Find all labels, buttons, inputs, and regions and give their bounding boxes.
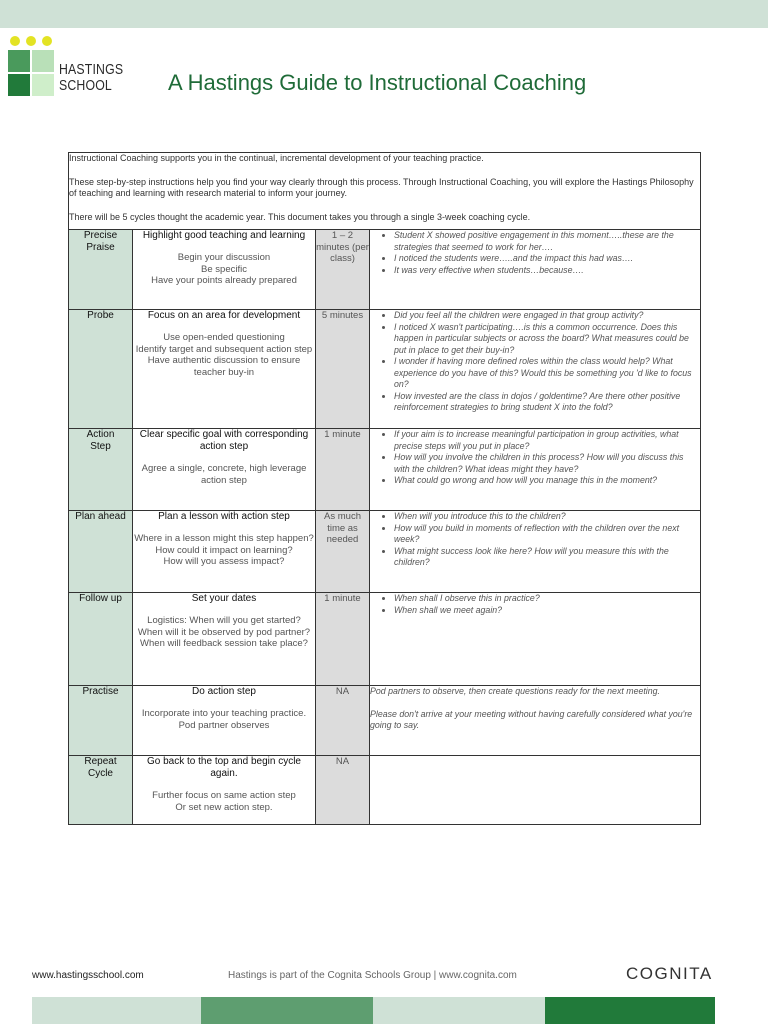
coaching-cycle-table xyxy=(68,152,701,825)
prompt-list xyxy=(370,230,700,276)
step-prompts xyxy=(370,686,701,756)
logo-wordmark xyxy=(59,62,123,94)
prompt-item: • When shall we meet again? xyxy=(394,605,700,617)
prompt-list xyxy=(370,429,700,487)
step-prompts xyxy=(370,310,701,429)
step-detail: Logistics: When will you get started? xyxy=(147,615,301,626)
logo-line-2: SCHOOL xyxy=(59,77,112,94)
step-prompts xyxy=(370,230,701,310)
prompt-item: • I wonder if having more defined roles within the class would help? What experience do you have of this? Would this be something you 'd like to focus on? xyxy=(394,356,700,391)
stage-label: Praise xyxy=(86,242,115,253)
prompt-item: • How invested are the class in dojos / goldentime? Are there other positive reinforcement strategies to bring student X into the fold? xyxy=(394,391,700,414)
prompt-item: • I noticed X wasn't participating….is this a common occurrence. Does this happen in particular subjects or across the board? What measures could be put in place to get their buy-in? xyxy=(394,322,700,357)
step-time: 1 minute xyxy=(316,429,370,511)
step-stage xyxy=(69,429,133,511)
step-stage xyxy=(69,686,133,756)
prompt-item: • Student X showed positive engagement in this moment…..these are the strategies that seemed to work for her…. xyxy=(394,230,700,253)
step-time: NA xyxy=(316,756,370,825)
logo-dot xyxy=(26,36,36,46)
cognita-logo: COGNITA xyxy=(626,964,713,983)
prompt-item: • How will you involve the children in this process? How will you discuss this with the children? What ideas might they have? xyxy=(394,452,700,475)
intro-row xyxy=(69,153,701,230)
intro-paragraph: These step-by-step instructions help you find your way clearly through this process. Through Instructional Coaching, you will explore the Hastings Philosophy of teaching and learning with research material to inform your journey. xyxy=(69,177,694,198)
prompt-item: • What could go wrong and how will you manage this in the moment? xyxy=(394,475,700,487)
prompt-item: • It was very effective when students…because…. xyxy=(394,265,700,277)
stage-label: Repeat xyxy=(84,756,117,767)
step-heading: Focus on an area for development xyxy=(147,310,301,321)
step-time: 1 minute xyxy=(316,593,370,686)
footer-group-text: Hastings is part of the Cognita Schools Group | www.cognita.com xyxy=(228,970,517,981)
step-heading: Plan a lesson with action step xyxy=(158,511,290,522)
step-detail: How could it impact on learning? xyxy=(155,544,293,556)
stage-label: Precise xyxy=(83,230,118,241)
step-row xyxy=(69,310,701,429)
step-detail: Agree a single, concrete, high leverage action step xyxy=(141,463,307,486)
step-heading: Do action step xyxy=(192,686,256,697)
step-row xyxy=(69,756,701,825)
prompt-item: • When shall I observe this in practice? xyxy=(394,593,700,605)
stage-label: Cycle xyxy=(87,768,113,779)
footer-bar-dark xyxy=(545,997,715,1024)
step-prompts xyxy=(370,593,701,686)
step-stage xyxy=(69,511,133,593)
logo-dot xyxy=(10,36,20,46)
intro-paragraph: Instructional Coaching supports you in the continual, incremental development of your teaching practice. xyxy=(69,153,484,163)
prompt-list xyxy=(370,511,700,569)
step-description xyxy=(133,593,316,686)
step-detail: Have authentic discussion to ensure teacher buy-in xyxy=(147,355,301,378)
step-row xyxy=(69,511,701,593)
prompt-item: • When will you introduce this to the children? xyxy=(394,511,700,523)
prompt-item: • What might success look like here? How will you measure this with the children? xyxy=(394,546,700,569)
step-time: 5 minutes xyxy=(316,310,370,429)
step-description xyxy=(133,511,316,593)
step-time: As much time as needed xyxy=(316,511,370,593)
step-stage xyxy=(69,230,133,310)
step-heading: Go back to the top and begin cycle again. xyxy=(147,756,301,779)
step-detail: Begin your discussion xyxy=(177,252,271,263)
step-detail: How will you assess impact? xyxy=(163,556,285,567)
step-detail: Pod partner observes xyxy=(178,719,270,731)
step-stage xyxy=(69,756,133,825)
step-detail: When will feedback session take place? xyxy=(140,638,308,649)
step-row xyxy=(69,593,701,686)
step-detail: Use open-ended questioning xyxy=(163,332,285,343)
stage-label: Plan ahead xyxy=(75,511,126,522)
footer-bar-mid xyxy=(201,997,373,1024)
step-row xyxy=(69,686,701,756)
intro-paragraph: There will be 5 cycles thought the academic year. This document takes you through a single 3-week coaching cycle. xyxy=(69,212,531,222)
step-stage xyxy=(69,593,133,686)
logo-square xyxy=(8,74,30,96)
logo-square xyxy=(32,50,54,72)
step-time: 1 – 2 minutes (per class) xyxy=(316,230,370,310)
step-detail: Incorporate into your teaching practice. xyxy=(141,708,307,719)
prompt-item: • If your aim is to increase meaningful participation in group activities, what precise steps will you put in place? xyxy=(394,429,700,452)
prompt-list xyxy=(370,593,700,616)
prompt-item: • Did you feel all the children were engaged in that group activity? xyxy=(394,310,700,322)
hastings-school-logo xyxy=(8,36,128,100)
step-row xyxy=(69,230,701,310)
step-prompts xyxy=(370,429,701,511)
stage-label: Probe xyxy=(87,310,114,321)
step-detail: Or set new action step. xyxy=(175,801,273,813)
step-stage xyxy=(69,310,133,429)
logo-square xyxy=(32,74,54,96)
prompt-item: • I noticed the students were…..and the impact this had was…. xyxy=(394,253,700,265)
step-detail: Be specific xyxy=(201,263,247,275)
step-heading: Clear specific goal with corresponding action step xyxy=(139,429,309,452)
step-time: NA xyxy=(316,686,370,756)
intro-cell xyxy=(69,153,701,230)
step-heading: Highlight good teaching and learning xyxy=(142,230,306,241)
stage-label: Practise xyxy=(82,686,119,697)
step-prompts xyxy=(370,511,701,593)
stage-label: Follow up xyxy=(79,593,122,604)
logo-dot xyxy=(42,36,52,46)
prompt-list xyxy=(370,310,700,414)
step-detail: When will it be observed by pod partner? xyxy=(137,626,311,638)
step-detail: Where in a lesson might this step happen? xyxy=(134,533,314,544)
top-band xyxy=(0,0,768,28)
stage-label: Action xyxy=(86,429,115,440)
document-title: A Hastings Guide to Instructional Coaching xyxy=(168,70,587,95)
footer-bar-light xyxy=(373,997,545,1024)
step-description xyxy=(133,686,316,756)
prompt-paragraph: Please don't arrive at your meeting without having carefully considered what you're going to say. xyxy=(370,708,693,730)
step-detail: Identify target and subsequent action step xyxy=(135,343,313,355)
prompt-paragraph: Pod partners to observe, then create questions ready for the next meeting. xyxy=(370,686,660,696)
step-detail: Have your points already prepared xyxy=(151,275,297,286)
step-description xyxy=(133,230,316,310)
step-heading: Set your dates xyxy=(191,593,257,604)
step-row xyxy=(69,429,701,511)
logo-square xyxy=(8,50,30,72)
step-detail: Further focus on same action step xyxy=(152,790,296,801)
step-description xyxy=(133,429,316,511)
footer-bar-light xyxy=(32,997,201,1024)
prompt-item: • How will you build in moments of reflection with the children over the next week? xyxy=(394,523,700,546)
stage-label: Step xyxy=(90,441,111,452)
logo-line-1: HASTINGS xyxy=(59,61,124,78)
step-prompts xyxy=(370,756,701,825)
step-description xyxy=(133,756,316,825)
step-description xyxy=(133,310,316,429)
footer-website[interactable]: www.hastingsschool.com xyxy=(32,970,144,981)
